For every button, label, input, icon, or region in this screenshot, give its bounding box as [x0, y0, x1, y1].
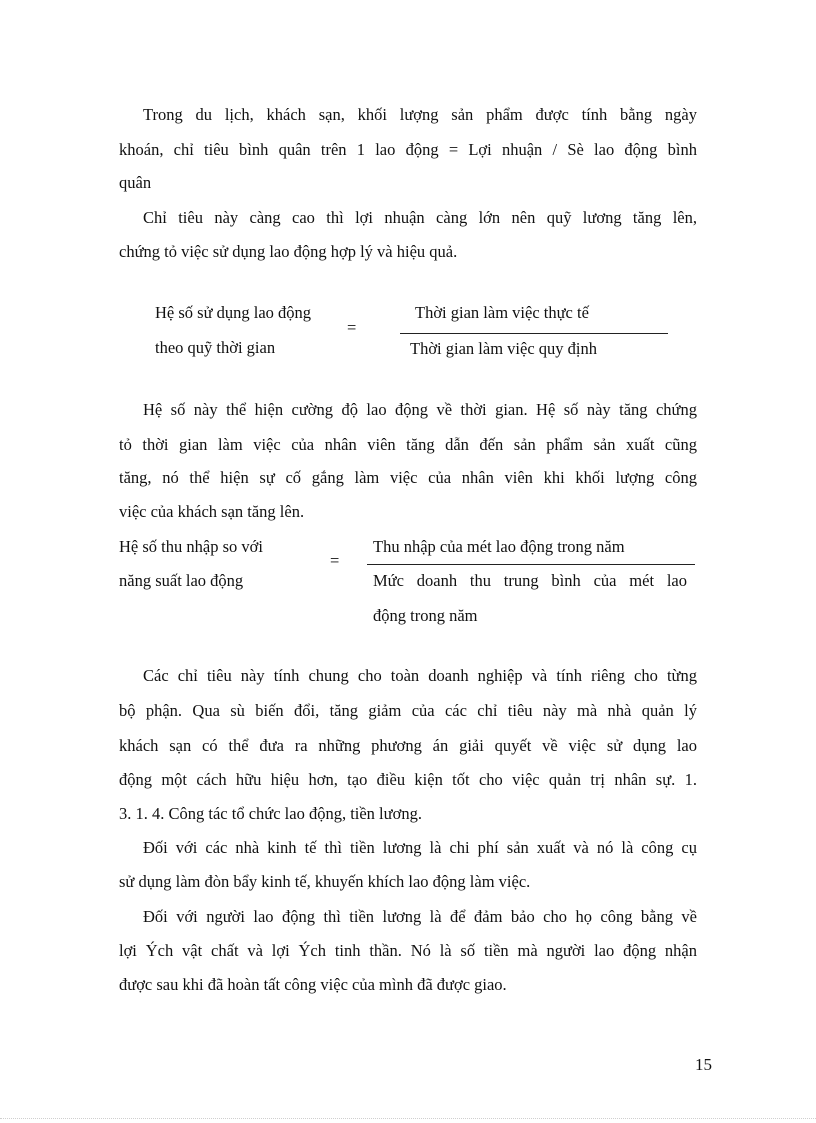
paragraph-4-line-1: Các chỉ tiêu này tính chung cho toàn doanh nghiệp và tính riêng cho từng — [143, 666, 697, 685]
paragraph-2-line-2: chứng tỏ việc sử dụng lao động hợp lý và hiệu quả. — [119, 242, 458, 261]
formula-1-fraction-bar — [400, 333, 668, 334]
formula-2-label-line-2: năng suất lao động — [119, 571, 244, 590]
paragraph-1-line-1: Trong du lịch, khách sạn, khối lượng sản phẩm được tính bằng ngày — [143, 105, 697, 124]
paragraph-4-line-2: bộ phận. Qua sù biến đổi, tăng giảm của các chỉ tiêu này mà nhà quản lý — [119, 701, 697, 720]
formula-1-label-line-2: theo quỹ thời gian — [155, 338, 276, 357]
formula-2-denominator-line-1: Mức doanh thu trung bình của mét lao — [373, 571, 687, 590]
paragraph-6-line-3: được sau khi đã hoàn tất công việc của mình đã được giao. — [119, 975, 507, 994]
paragraph-2-line-1: Chỉ tiêu này càng cao thì lợi nhuận càng lớn nên quỹ lương tăng lên, — [143, 208, 697, 227]
paragraph-3-line-4: việc của khách sạn tăng lên. — [119, 502, 305, 521]
formula-1-equals: = — [347, 318, 357, 337]
formula-1-numerator: Thời gian làm việc thực tế — [415, 303, 589, 322]
formula-2-fraction-bar — [367, 564, 695, 565]
paragraph-6-line-2: lợi Ých vật chất và lợi Ých tinh thần. Nó là số tiền mà người lao động nhận — [119, 941, 697, 960]
formula-1-label-line-1: Hệ số sử dụng lao động — [155, 303, 312, 322]
paragraph-1-line-3: quân — [119, 173, 152, 192]
paragraph-5-line-1: Đối với các nhà kinh tế thì tiền lương là chi phí sản xuất và nó là công cụ — [143, 838, 697, 857]
paragraph-3-line-1: Hệ số này thể hiện cường độ lao động về thời gian. Hệ số này tăng chứng — [143, 400, 697, 419]
formula-2-equals: = — [330, 551, 340, 570]
paragraph-3-line-2: tỏ thời gian làm việc của nhân viên tăng dẫn đến sản phẩm sản xuất cũng — [119, 435, 697, 454]
page-number: 15 — [695, 1055, 712, 1074]
paragraph-6-line-1: Đối với người lao động thì tiền lương là để đảm bảo cho họ công bằng về — [143, 907, 697, 926]
paragraph-3-line-3: tăng, nó thể hiện sự cố gắng làm việc của nhân viên khi khối lượng công — [119, 468, 697, 487]
page-bottom-divider — [0, 1118, 816, 1119]
paragraph-4-line-4: động một cách hữu hiệu hơn, tạo điều kiện tốt cho việc quản trị nhân sự. 1. — [119, 770, 697, 789]
formula-2-numerator: Thu nhập của mét lao động trong năm — [373, 537, 625, 556]
paragraph-4-line-3: khách sạn có thể đưa ra những phương án giải quyết về việc sử dụng lao — [119, 736, 697, 755]
paragraph-1-line-2: khoán, chỉ tiêu bình quân trên 1 lao động = Lợi nhuận / Sè lao động bình — [119, 140, 697, 159]
paragraph-4-line-5: 3. 1. 4. Công tác tổ chức lao động, tiền lương. — [119, 804, 422, 823]
paragraph-5-line-2: sử dụng làm đòn bẩy kinh tế, khuyến khích lao động làm việc. — [119, 872, 531, 891]
formula-1-denominator: Thời gian làm việc quy định — [410, 339, 597, 358]
formula-2-label-line-1: Hệ số thu nhập so với — [119, 537, 263, 556]
formula-2-denominator-line-2: động trong năm — [373, 606, 478, 625]
